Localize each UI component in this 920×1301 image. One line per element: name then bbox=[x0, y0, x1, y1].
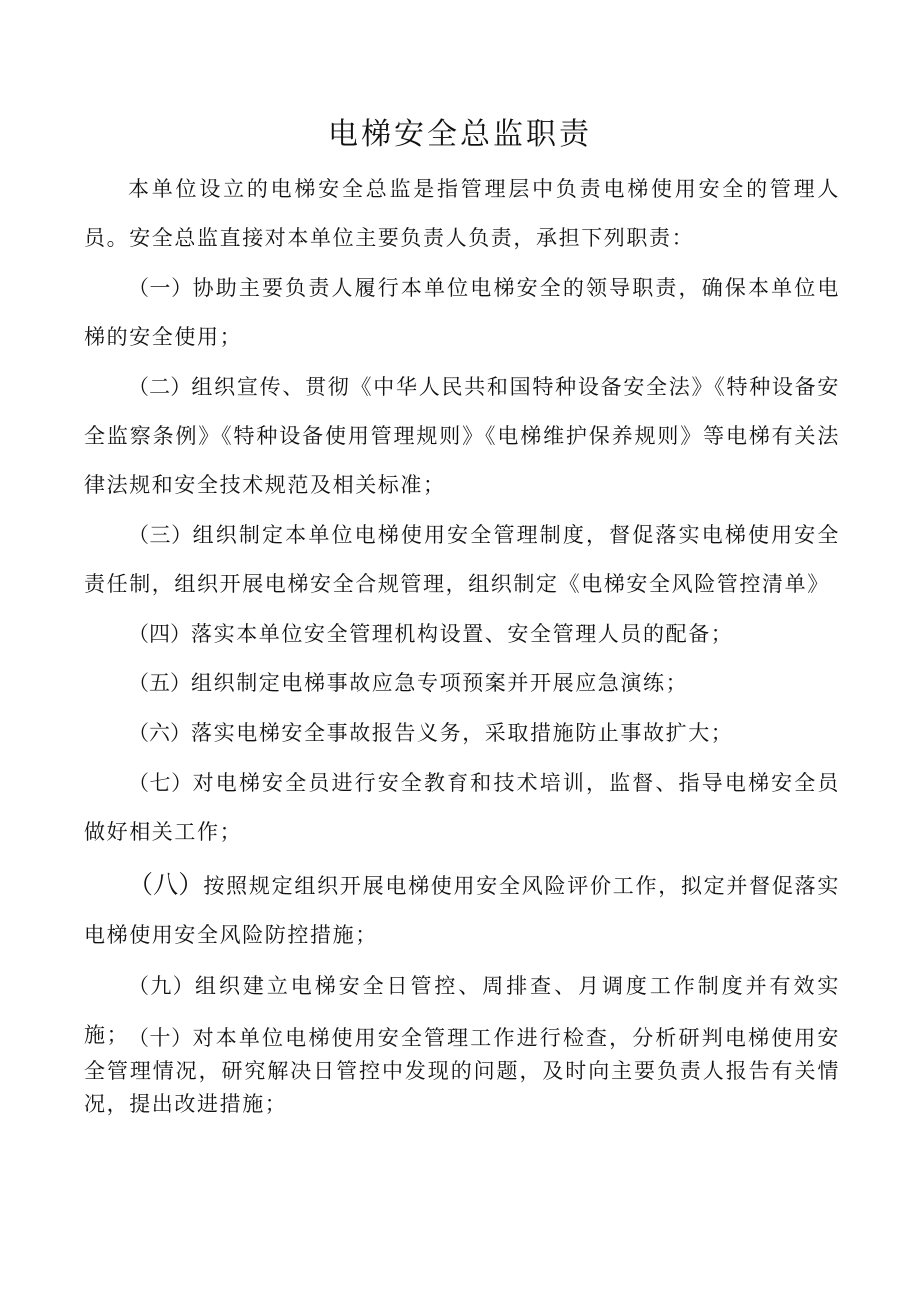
duty-text: 组织宣传、贯彻《中华人民共和国特种设备安全法》《特种设备安全监察条例》《特种设备使用管理规则》《电梯维护保养规则》等电梯有关法律法规和安全技术规范及相关标准； bbox=[84, 375, 841, 497]
duty-number: （三） bbox=[128, 523, 193, 547]
duty-item-6 bbox=[84, 709, 840, 758]
duty-number: （二） bbox=[128, 375, 192, 399]
duty-item-4 bbox=[84, 610, 840, 659]
duty-text: 组织建立电梯安全日管控、周排查、月调度工作制度并有效实施； bbox=[84, 974, 840, 1047]
duty-item-10 bbox=[84, 1022, 840, 1121]
duty-item-3 bbox=[84, 511, 840, 609]
duty-text: 落实本单位安全管理机构设置、安全管理人员的配备； bbox=[191, 622, 734, 646]
duty-item-8 bbox=[84, 860, 840, 960]
document-title: 电梯安全总监职责 bbox=[328, 117, 592, 152]
duty-item-5 bbox=[84, 659, 840, 708]
duty-number: （五） bbox=[128, 671, 191, 695]
duty-item-7 bbox=[84, 759, 840, 857]
duty-number: （四） bbox=[128, 622, 191, 646]
duty-text: 协助主要负责人履行本单位电梯安全的领导职责，确保本单位电梯的安全使用； bbox=[84, 276, 840, 349]
intro-text: 本单位设立的电梯安全总监是指管理层中负责电梯使用安全的管理人员。安全总监直接对本单位主要负责人负责，承担下列职责： bbox=[84, 177, 840, 250]
duty-number: （一） bbox=[128, 276, 193, 300]
duty-number: （八） bbox=[128, 870, 204, 899]
duty-item-2 bbox=[84, 363, 840, 510]
duty-text: 落实电梯安全事故报告义务，采取措施防止事故扩大； bbox=[191, 721, 734, 745]
duty-number: （六） bbox=[128, 721, 191, 745]
duty-text: 按照规定组织开展电梯使用安全风险评价工作，拟定并督促落实电梯使用安全风险防控措施； bbox=[84, 874, 840, 947]
duty-text: 组织制定电梯事故应急专项预案并开展应急演练； bbox=[191, 671, 689, 695]
duty-number: （十） bbox=[128, 1026, 193, 1050]
duty-number: （九） bbox=[128, 974, 196, 998]
duty-text: 对电梯安全员进行安全教育和技术培训，监督、指导电梯安全员做好相关工作； bbox=[84, 771, 840, 844]
duty-item-1 bbox=[84, 264, 840, 362]
intro-paragraph bbox=[84, 165, 840, 263]
duty-text: 组织制定本单位电梯使用安全管理制度，督促落实电梯使用安全责任制，组织开展电梯安全合规管理，组织制定《电梯安全风险管控清单》 bbox=[84, 523, 840, 596]
duty-text: 对本单位电梯使用安全管理工作进行检查，分析研判电梯使用安全管理情况，研究解决日管控中发现的问题，及时向主要负责人报告有关情况，提出改进措施； bbox=[84, 1026, 840, 1116]
duty-number: （七） bbox=[128, 771, 193, 795]
